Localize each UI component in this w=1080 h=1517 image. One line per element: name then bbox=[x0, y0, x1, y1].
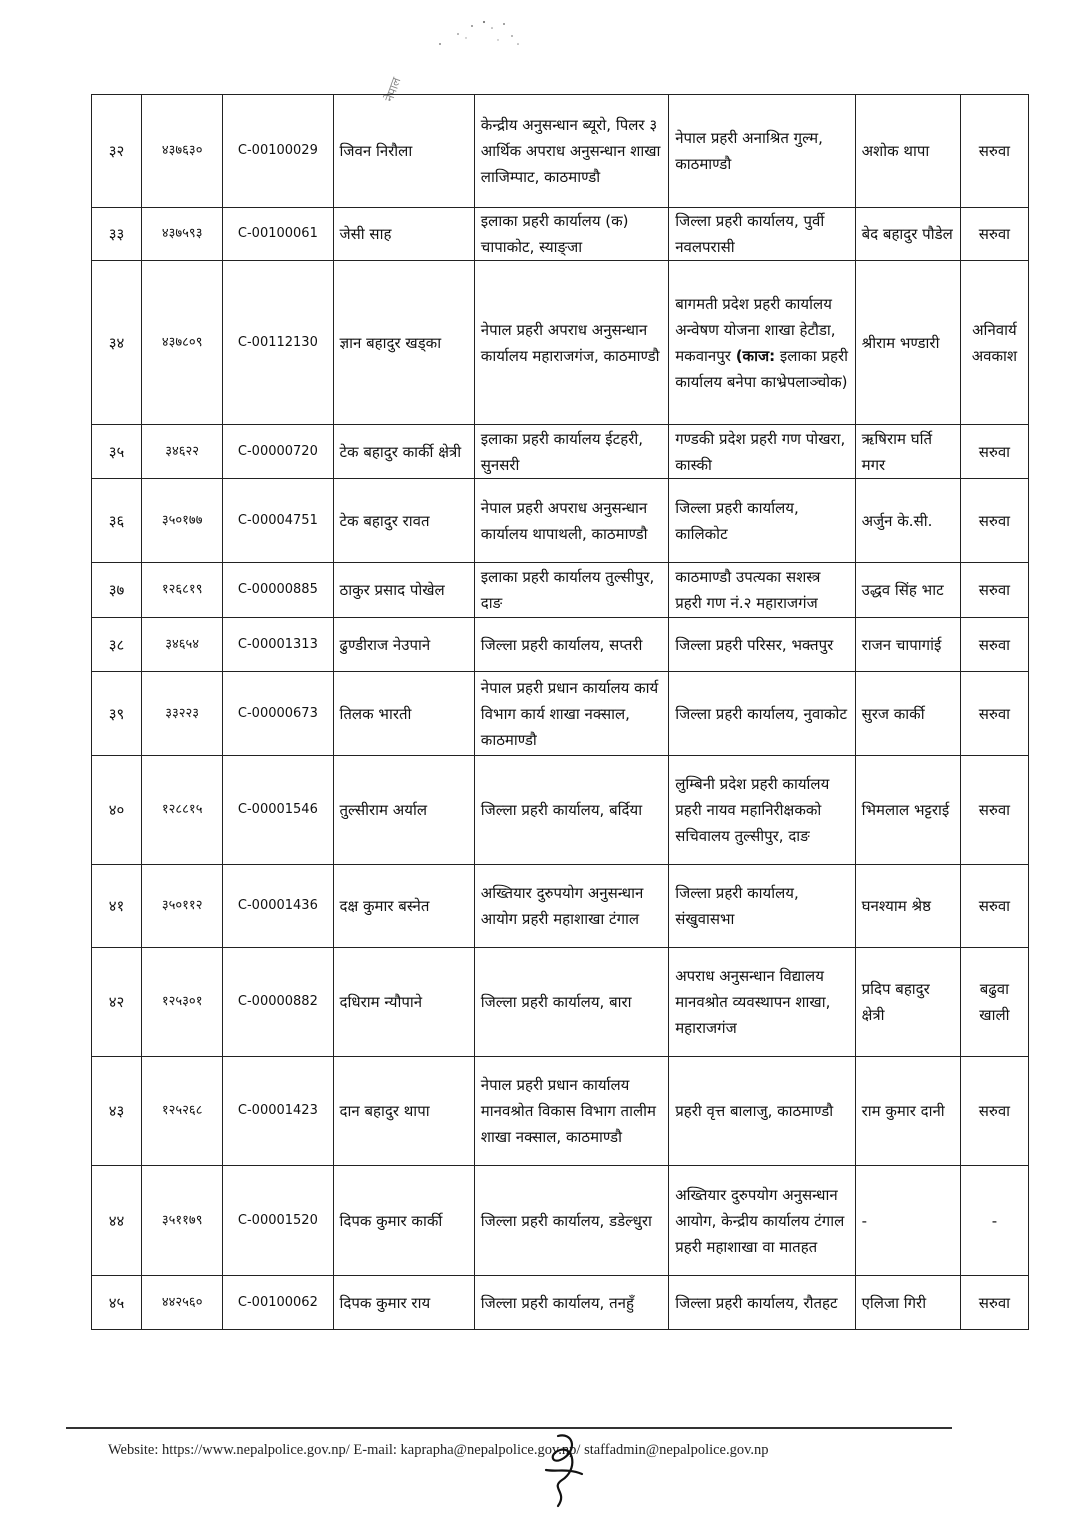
remark: सरुवा bbox=[960, 672, 1028, 756]
employee-code: C-00100062 bbox=[223, 1276, 333, 1330]
current-office: इलाका प्रहरी कार्यालय (क) चापाकोट, स्याङ्जा bbox=[474, 208, 668, 261]
police-number: ३५०१७७ bbox=[142, 479, 223, 563]
employee-code: C-00112130 bbox=[223, 261, 333, 425]
replacement-name: राम कुमार दानी bbox=[855, 1057, 960, 1166]
police-number: १२८८१५ bbox=[142, 756, 223, 865]
new-office: काठमाण्डौ उपत्यका सशस्त्र प्रहरी गण नं.२ महाराजगंज bbox=[669, 563, 855, 618]
remark: सरुवा bbox=[960, 618, 1028, 672]
table-row bbox=[92, 563, 1029, 618]
police-number: ४३७५९३ bbox=[142, 208, 223, 261]
police-number: ४३७८०९ bbox=[142, 261, 223, 425]
employee-name: ज्ञान बहादुर खड्का bbox=[333, 261, 474, 425]
employee-name: ठाकुर प्रसाद पोखेल bbox=[333, 563, 474, 618]
serial-number: ३५ bbox=[92, 425, 142, 479]
police-number: ३३२२३ bbox=[142, 672, 223, 756]
handwritten-signature bbox=[538, 1430, 588, 1510]
new-office bbox=[669, 261, 855, 425]
replacement-name: भिमलाल भट्टराई bbox=[855, 756, 960, 865]
replacement-name: - bbox=[855, 1166, 960, 1276]
current-office: नेपाल प्रहरी अपराध अनुसन्धान कार्यालय थापाथली, काठमाण्डौ bbox=[474, 479, 668, 563]
table-row bbox=[92, 95, 1029, 208]
employee-name: जिवन निरौला bbox=[333, 95, 474, 208]
deputation-label: (काज: bbox=[735, 346, 776, 365]
remark: सरुवा bbox=[960, 479, 1028, 563]
scan-speckle bbox=[420, 14, 530, 54]
employee-code: C-00100029 bbox=[223, 95, 333, 208]
new-office: जिल्ला प्रहरी कार्यालय, संखुवासभा bbox=[669, 865, 855, 948]
employee-name: दिपक कुमार कार्की bbox=[333, 1166, 474, 1276]
current-office: इलाका प्रहरी कार्यालय तुल्सीपुर, दाङ bbox=[474, 563, 668, 618]
serial-number: ४३ bbox=[92, 1057, 142, 1166]
new-office: जिल्ला प्रहरी कार्यालय, पुर्वी नवलपरासी bbox=[669, 208, 855, 261]
remark: बढुवा खाली bbox=[960, 948, 1028, 1057]
current-office: नेपाल प्रहरी अपराध अनुसन्धान कार्यालय महाराजगंज, काठमाण्डौ bbox=[474, 261, 668, 425]
new-office: जिल्ला प्रहरी कार्यालय, नुवाकोट bbox=[669, 672, 855, 756]
remark: सरुवा bbox=[960, 425, 1028, 479]
employee-code: C-00001546 bbox=[223, 756, 333, 865]
employee-code: C-00004751 bbox=[223, 479, 333, 563]
replacement-name: घनश्याम श्रेष्ठ bbox=[855, 865, 960, 948]
serial-number: ४४ bbox=[92, 1166, 142, 1276]
current-office: इलाका प्रहरी कार्यालय ईटहरी, सुनसरी bbox=[474, 425, 668, 479]
police-number: ३५०११२ bbox=[142, 865, 223, 948]
replacement-name: बेद बहादुर पौडेल bbox=[855, 208, 960, 261]
employee-code: C-00000882 bbox=[223, 948, 333, 1057]
serial-number: ४१ bbox=[92, 865, 142, 948]
replacement-name: अशोक थापा bbox=[855, 95, 960, 208]
replacement-name: अर्जुन के.सी. bbox=[855, 479, 960, 563]
table-row bbox=[92, 865, 1029, 948]
serial-number: ३८ bbox=[92, 618, 142, 672]
current-office: जिल्ला प्रहरी कार्यालय, डडेल्धुरा bbox=[474, 1166, 668, 1276]
remark: सरुवा bbox=[960, 95, 1028, 208]
employee-name: दक्ष कुमार बस्नेत bbox=[333, 865, 474, 948]
footer-divider bbox=[66, 1427, 952, 1429]
employee-name: तिलक भारती bbox=[333, 672, 474, 756]
table-row bbox=[92, 756, 1029, 865]
remark: सरुवा bbox=[960, 208, 1028, 261]
table-row bbox=[92, 1057, 1029, 1166]
serial-number: ४२ bbox=[92, 948, 142, 1057]
employee-code: C-00100061 bbox=[223, 208, 333, 261]
table-row bbox=[92, 208, 1029, 261]
employee-name: दान बहादुर थापा bbox=[333, 1057, 474, 1166]
new-office: नेपाल प्रहरी अनाश्रित गुल्म, काठमाण्डौ bbox=[669, 95, 855, 208]
police-number: ३४६५४ bbox=[142, 618, 223, 672]
current-office: नेपाल प्रहरी प्रधान कार्यालय कार्य विभाग कार्य शाखा नक्साल, काठमाण्डौ bbox=[474, 672, 668, 756]
remark: सरुवा bbox=[960, 865, 1028, 948]
replacement-name: एलिजा गिरी bbox=[855, 1276, 960, 1330]
table-row bbox=[92, 1166, 1029, 1276]
serial-number: ३४ bbox=[92, 261, 142, 425]
employee-code: C-00001520 bbox=[223, 1166, 333, 1276]
police-number: ३५११७९ bbox=[142, 1166, 223, 1276]
remark: सरुवा bbox=[960, 1276, 1028, 1330]
employee-code: C-00001313 bbox=[223, 618, 333, 672]
employee-name: दधिराम न्यौपाने bbox=[333, 948, 474, 1057]
table-row bbox=[92, 1276, 1029, 1330]
police-number: १२५२६८ bbox=[142, 1057, 223, 1166]
remark: - bbox=[960, 1166, 1028, 1276]
employee-name: तुल्सीराम अर्याल bbox=[333, 756, 474, 865]
new-office: जिल्ला प्रहरी कार्यालय, रौतहट bbox=[669, 1276, 855, 1330]
new-office: अपराध अनुसन्धान विद्यालय मानवश्रोत व्यवस्थापन शाखा, महाराजगंज bbox=[669, 948, 855, 1057]
police-number: १२५३०१ bbox=[142, 948, 223, 1057]
employee-code: C-00001436 bbox=[223, 865, 333, 948]
new-office: प्रहरी वृत्त बालाजु, काठमाण्डौ bbox=[669, 1057, 855, 1166]
replacement-name: सुरज कार्की bbox=[855, 672, 960, 756]
serial-number: ३६ bbox=[92, 479, 142, 563]
employee-name: दिपक कुमार राय bbox=[333, 1276, 474, 1330]
employee-name: ढुण्डीराज नेउपाने bbox=[333, 618, 474, 672]
police-number: १२६८१९ bbox=[142, 563, 223, 618]
footer-contact: Website: https://www.nepalpolice.gov.np/ E-mail: kaprapha@nepalpolice.gov.np/ staffadmin@nepalpolice.gov.np bbox=[108, 1442, 769, 1458]
current-office: नेपाल प्रहरी प्रधान कार्यालय मानवश्रोत विकास विभाग तालीम शाखा नक्साल, काठमाण्डौ bbox=[474, 1057, 668, 1166]
serial-number: ३७ bbox=[92, 563, 142, 618]
remark: सरुवा bbox=[960, 756, 1028, 865]
transfer-table bbox=[91, 94, 1029, 1330]
police-number: ४३७६३० bbox=[142, 95, 223, 208]
seal-overlay: नेपाल bbox=[381, 75, 404, 104]
employee-code: C-00000673 bbox=[223, 672, 333, 756]
new-office: गण्डकी प्रदेश प्रहरी गण पोखरा, कास्की bbox=[669, 425, 855, 479]
employee-code: C-00000885 bbox=[223, 563, 333, 618]
table-row bbox=[92, 261, 1029, 425]
current-office: जिल्ला प्रहरी कार्यालय, तनहुँ bbox=[474, 1276, 668, 1330]
police-number: ३४६२२ bbox=[142, 425, 223, 479]
new-office: लुम्बिनी प्रदेश प्रहरी कार्यालय प्रहरी नायव महानिरीक्षकको सचिवालय तुल्सीपुर, दाङ bbox=[669, 756, 855, 865]
table-row bbox=[92, 479, 1029, 563]
replacement-name: राजन चापागांई bbox=[855, 618, 960, 672]
serial-number: ३९ bbox=[92, 672, 142, 756]
employee-code: C-00000720 bbox=[223, 425, 333, 479]
serial-number: ३३ bbox=[92, 208, 142, 261]
serial-number: ४० bbox=[92, 756, 142, 865]
employee-name: टेक बहादुर कार्की क्षेत्री bbox=[333, 425, 474, 479]
current-office: केन्द्रीय अनुसन्धान ब्यूरो, पिलर ३ आर्थिक अपराध अनुसन्धान शाखा लाजिम्पाट, काठमाण्डौ bbox=[474, 95, 668, 208]
new-office-text: बागमती प्रदेश प्रहरी कार्यालय अन्वेषण योजना शाखा हेटौडा, मकवानपुर bbox=[675, 294, 836, 365]
new-office: जिल्ला प्रहरी परिसर, भक्तपुर bbox=[669, 618, 855, 672]
table-row bbox=[92, 672, 1029, 756]
current-office: जिल्ला प्रहरी कार्यालय, बर्दिया bbox=[474, 756, 668, 865]
replacement-name: श्रीराम भण्डारी bbox=[855, 261, 960, 425]
table-row bbox=[92, 425, 1029, 479]
serial-number: ४५ bbox=[92, 1276, 142, 1330]
current-office: जिल्ला प्रहरी कार्यालय, बारा bbox=[474, 948, 668, 1057]
deputation-office: इलाका प्रहरी कार्यालय बनेपा काभ्रेपलाञ्चोक) bbox=[675, 346, 848, 391]
current-office: जिल्ला प्रहरी कार्यालय, सप्तरी bbox=[474, 618, 668, 672]
remark: सरुवा bbox=[960, 563, 1028, 618]
new-office: जिल्ला प्रहरी कार्यालय, कालिकोट bbox=[669, 479, 855, 563]
employee-name: टेक बहादुर रावत bbox=[333, 479, 474, 563]
replacement-name: उद्धव सिंह भाट bbox=[855, 563, 960, 618]
remark: अनिवार्य अवकाश bbox=[960, 261, 1028, 425]
table-row bbox=[92, 618, 1029, 672]
employee-name: जेसी साह bbox=[333, 208, 474, 261]
current-office: अख्तियार दुरुपयोग अनुसन्धान आयोग प्रहरी महाशाखा टंगाल bbox=[474, 865, 668, 948]
replacement-name: प्रदिप बहादुर क्षेत्री bbox=[855, 948, 960, 1057]
replacement-name: ऋषिराम घर्ति मगर bbox=[855, 425, 960, 479]
police-number: ४४२५६० bbox=[142, 1276, 223, 1330]
new-office: अख्तियार दुरुपयोग अनुसन्धान आयोग, केन्द्रीय कार्यालय टंगाल प्रहरी महाशाखा वा मातहत bbox=[669, 1166, 855, 1276]
serial-number: ३२ bbox=[92, 95, 142, 208]
table-row bbox=[92, 948, 1029, 1057]
employee-code: C-00001423 bbox=[223, 1057, 333, 1166]
remark: सरुवा bbox=[960, 1057, 1028, 1166]
